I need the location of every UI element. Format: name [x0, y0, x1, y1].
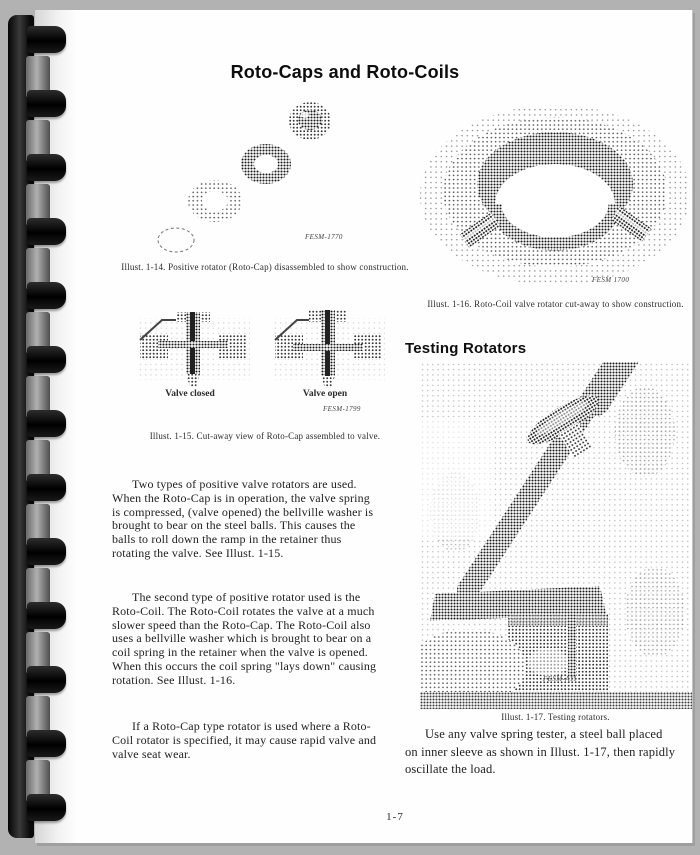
roto-cap-parts-drawing [145, 98, 400, 263]
page-title: Roto-Caps and Roto-Coils [230, 62, 460, 82]
manual-page [35, 10, 693, 843]
figure-id-1770: FESM-1770 [305, 233, 343, 241]
comb-binding-tooth [27, 410, 66, 437]
comb-binding-tooth [27, 26, 66, 53]
comb-binding-tooth [27, 346, 66, 373]
figure-roto-cap-cutaway [128, 310, 390, 390]
figure-id-1799: FESM-1799 [323, 405, 361, 413]
figure-roto-coil-cutaway [418, 102, 693, 292]
comb-binding-tooth [27, 90, 66, 117]
comb-binding-tooth [27, 666, 66, 693]
caption-illust-1-15: Illust. 1-15. Cut-away view of Roto-Cap assembled to valve. [149, 431, 381, 441]
valve-open-label: Valve open [302, 389, 348, 399]
comb-binding-tooth [27, 602, 66, 629]
comb-binding-tooth [27, 730, 66, 757]
valve-spring-tester-photo [420, 362, 692, 709]
figure-id-a11: FESM-A11 [543, 675, 578, 683]
comb-binding-tooth [27, 218, 66, 245]
figure-id-1700: FESM 1700 [592, 276, 630, 284]
comb-binding-tooth [27, 154, 66, 181]
page-number: 1-7 [386, 811, 404, 823]
paragraph-roto-cap: Two types of positive valve rotators are used. When the Roto-Cap is in operation, the valve spring is compressed, (valve opened) the bellville washer is brought to bear on the steel balls. This causes the balls to roll down the ramp in the retainer thus rotating the valve. See Illust. 1-15. [112, 477, 374, 560]
figure-testing-rotators-photo [420, 362, 692, 709]
comb-binding-tooth [27, 794, 66, 821]
comb-binding [0, 0, 80, 855]
caption-illust-1-16: Illust. 1-16. Roto-Coil valve rotator cut-away to show construction. [427, 299, 684, 309]
figure-roto-cap-disassembled [145, 98, 400, 263]
roto-coil-drawing [418, 102, 693, 292]
comb-binding-tooth [27, 474, 66, 501]
comb-binding-tooth [27, 282, 66, 309]
caption-illust-1-17: Illust. 1-17. Testing rotators. [501, 712, 610, 722]
valve-closed-label: Valve closed [165, 389, 215, 399]
paragraph-wear-warning: If a Roto-Cap type rotator is used where a Roto-Coil rotator is specified, it may cause rapid valve and valve seat wear. [112, 719, 377, 761]
caption-illust-1-14: Illust. 1-14. Positive rotator (Roto-Cap) disassembled to show construction. [121, 262, 409, 272]
paragraph-testing-instructions: Use any valve spring tester, a steel ball placed on inner sleeve as shown in Illust. 1-17, then rapidly oscillate the load. [405, 727, 676, 776]
valve-cutaway-drawing [128, 310, 390, 390]
paragraph-roto-coil: The second type of positive rotator used is the Roto-Coil. The Roto-Coil rotates the valve at a much slower speed than the Roto-Cap. The Roto-Coil also uses a bellville washer which is brought to bear on a coil spring in the retainer when the valve is opened. When this occurs the coil spring "lays down" causing rotation. See Illust. 1-16. [112, 590, 377, 687]
comb-binding-tooth [27, 538, 66, 565]
testing-rotators-heading: Testing Rotators [405, 340, 527, 357]
